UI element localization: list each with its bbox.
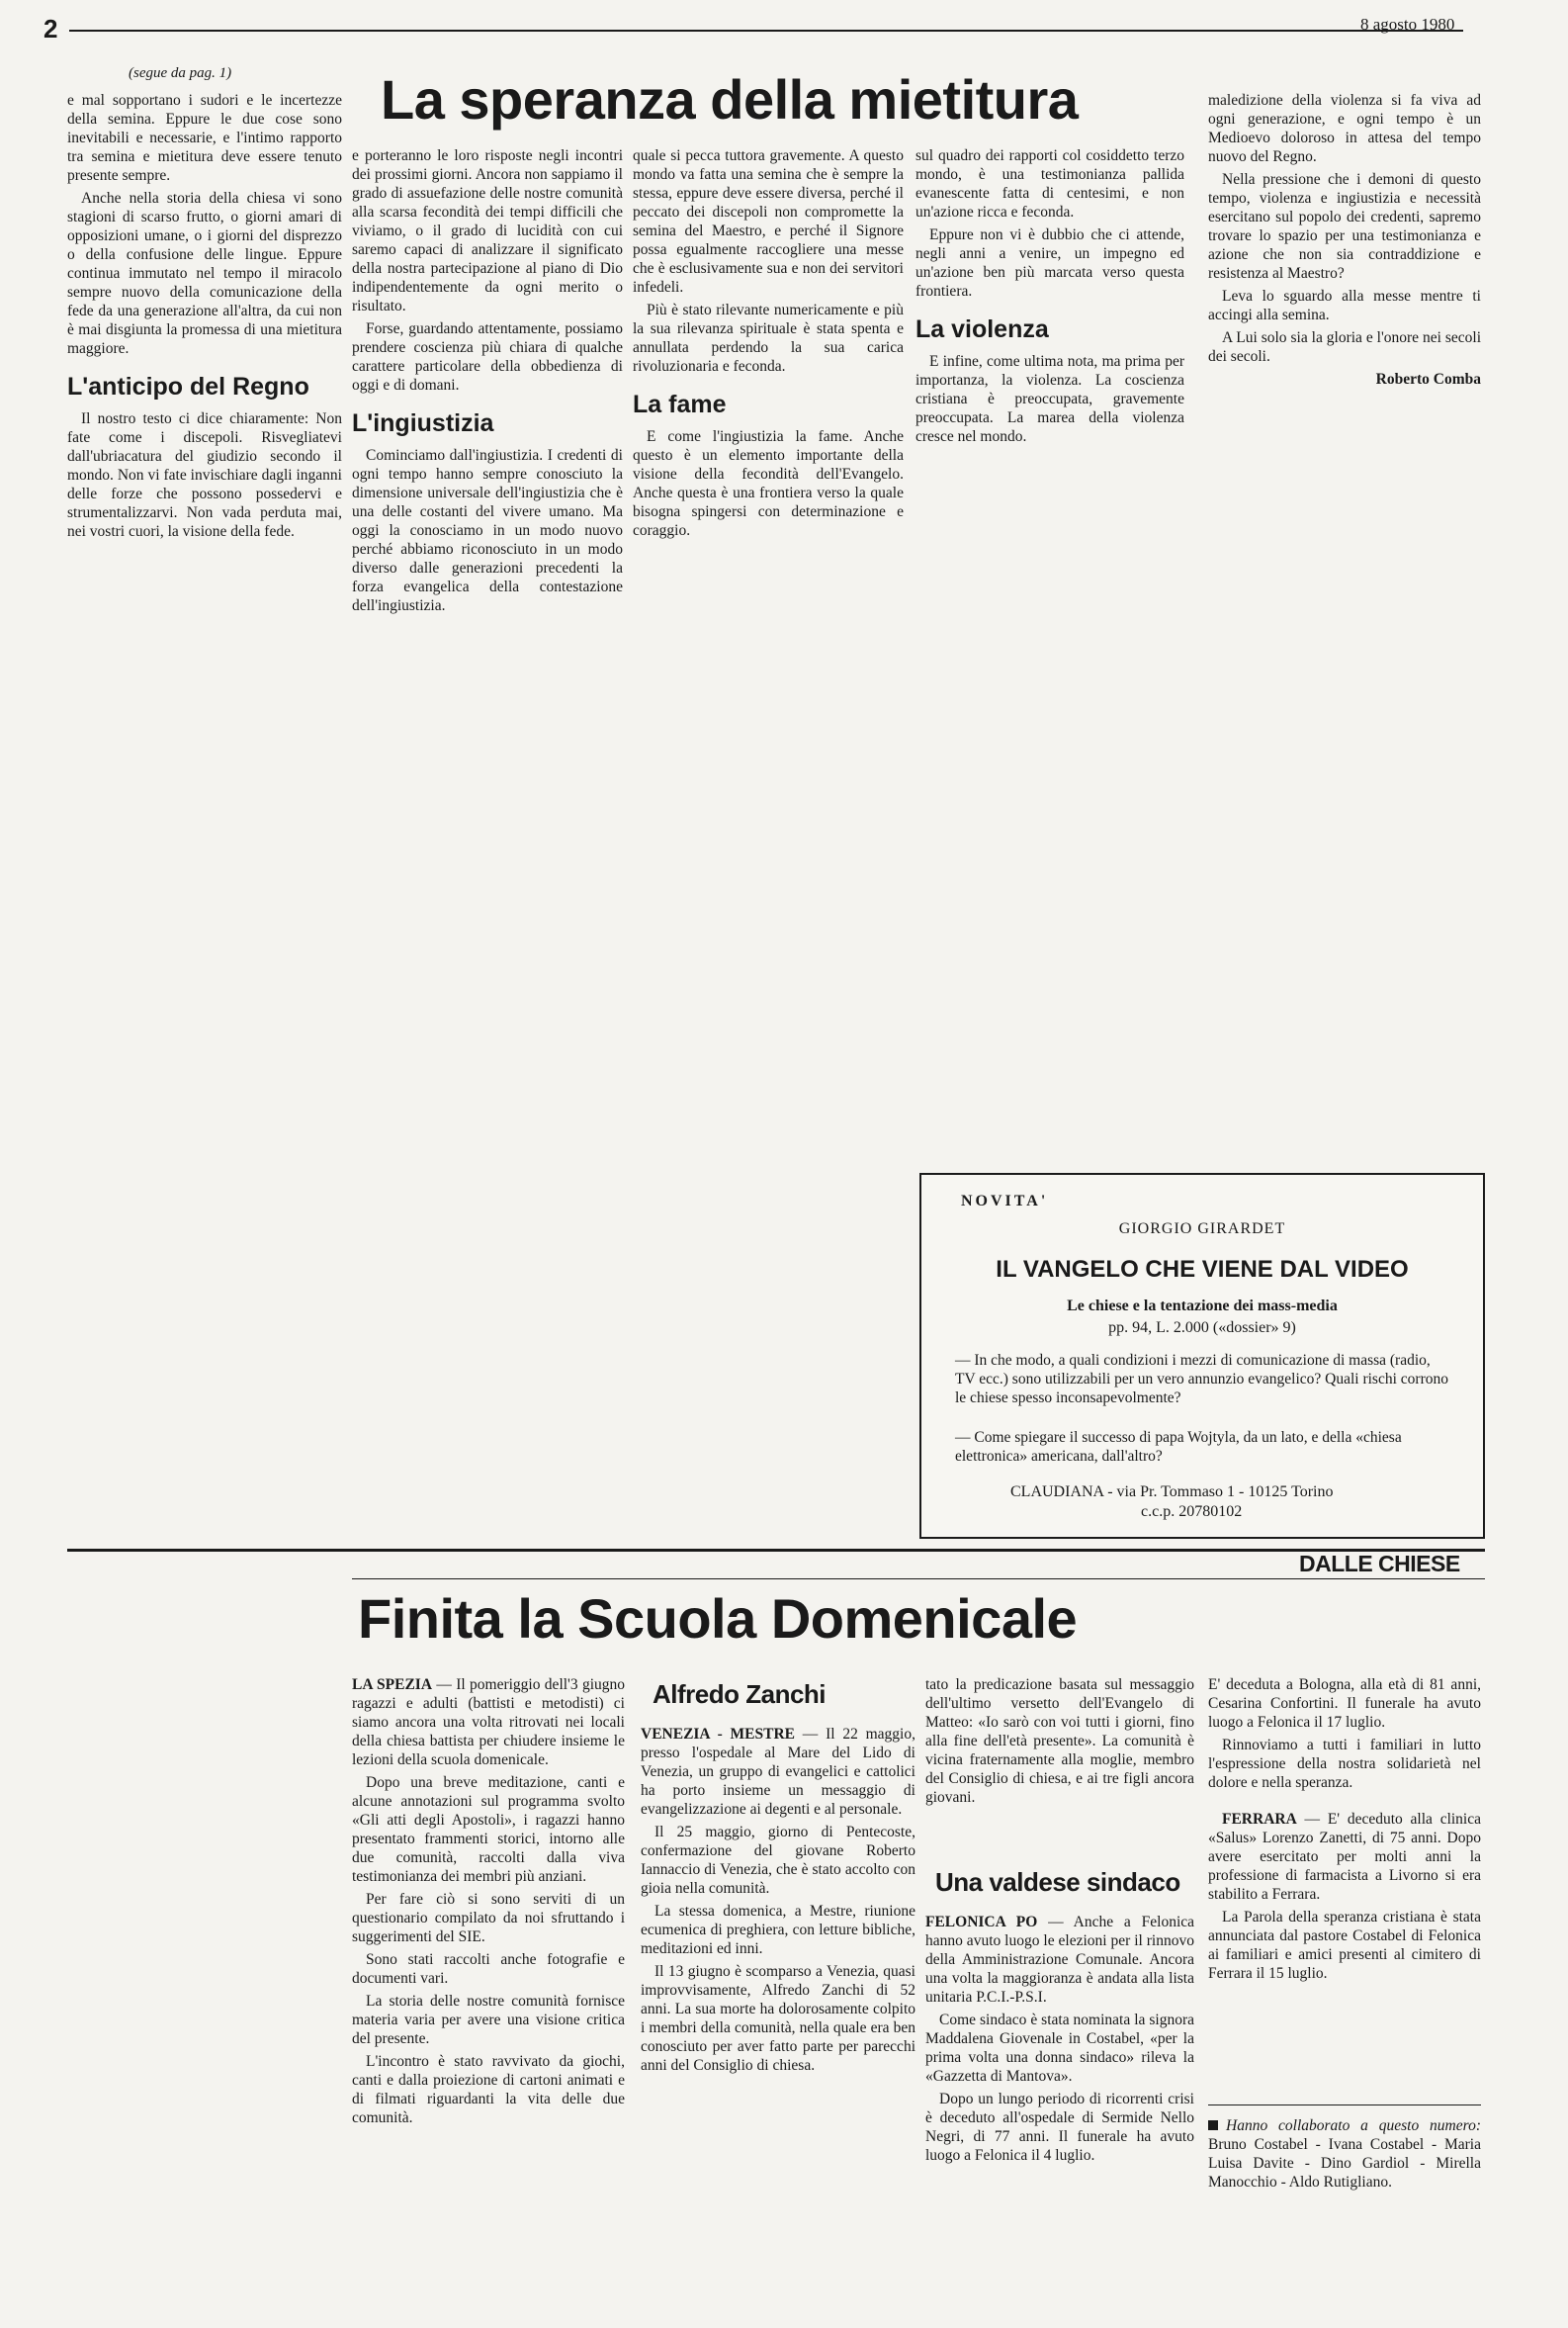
ad-subtitle: Le chiese e la tentazione dei mass-media	[1067, 1298, 1338, 1314]
paragraph: Sono stati raccolti anche fotografie e documenti vari.	[352, 1951, 625, 1987]
article-title: Alfredo Zanchi	[653, 1679, 827, 1709]
ad-author: GIORGIO GIRARDET	[1118, 1220, 1286, 1237]
paragraph	[641, 1725, 915, 1819]
section-label: DALLE CHIESE	[1299, 1551, 1460, 1576]
section-rule-lower	[352, 1578, 1485, 1579]
article-title: Finita la Scuola Domenicale	[358, 1587, 1078, 1650]
article-column-5	[1208, 91, 1481, 1139]
dateline: LA SPEZIA	[352, 1676, 433, 1693]
paragraph-text: — Il pomeriggio dell'3 giugno ragazzi e adulti (battisti e metodisti) ci siamo ancora una volta ritrovati nei locali della chiesa battista per chiudere insieme le lezioni della scuola domenicale.	[352, 1676, 625, 1768]
paragraph: E come l'ingiustizia la fame. Anche questo è un elemento importante della visione della fecondità dell'Evangelo. Anche questa è una frontiera verso la quale bisogna spingersi con determinazione e coraggio.	[633, 428, 904, 539]
paragraph: E infine, come ultima nota, ma prima per importanza, la violenza. La coscienza cristiana è preoccupata, gravemente preoccupata. La marea della violenza cresce nel mondo.	[915, 353, 1184, 445]
article-column	[925, 1913, 1194, 2249]
paragraph: tato la predicazione basata sul messaggio dell'ultimo versetto dell'Evangelo di Matteo: «Io sarò con voi tutti i giorni, fino alla fine dell'età presente». La comunità è vicina fraternamente alla moglie, membro del Consiglio di chiesa, e ai tre figli ancora giovani.	[925, 1676, 1194, 1806]
paragraph: Il 25 maggio, giorno di Pentecoste, confermazione del giovane Roberto Iannaccio di Venezia, che è stato accolto con gioia nella comunità.	[641, 1824, 915, 1897]
section-rule	[67, 1549, 1485, 1552]
header-rule	[69, 30, 1463, 32]
paragraph: La stessa domenica, a Mestre, riunione ecumenica di preghiera, con letture bibliche, meditazioni ed inni.	[641, 1903, 915, 1957]
article-column	[1208, 1675, 1481, 2101]
book-advertisement	[919, 1173, 1485, 1539]
paragraph: A Lui solo sia la gloria e l'onore nei secoli dei secoli.	[1208, 329, 1481, 365]
paragraph: sul quadro dei rapporti col cosiddetto terzo mondo, è una testimonianza pallida evanescente fatta di centesimi, e non un'azione ricca e feconda.	[915, 147, 1184, 221]
dateline: VENEZIA - MESTRE	[641, 1726, 795, 1743]
paragraph: Dopo un lungo periodo di ricorrenti crisi è deceduto all'ospedale di Sermide Nello Negri, di 77 anni. Il funerale ha avuto luogo a Felonica il 4 luglio.	[925, 2091, 1194, 2164]
paragraph	[352, 1675, 625, 1769]
paragraph: E' deceduta a Bologna, alla età di 81 anni, Cesarina Confortini. Il funerale ha avuto luogo a Felonica il 17 luglio.	[1208, 1676, 1481, 1731]
paragraph: Nella pressione che i demoni di questo tempo, violenza e ingiustizia e necessità esercitano sul popolo dei credenti, sapremo trovare lo spazio per una testimonianza e azione che non sia contraddizione e resistenza al Maestro?	[1208, 171, 1481, 282]
article-column	[352, 1675, 625, 2249]
bullet-square	[1208, 2120, 1218, 2130]
page-number: 2	[44, 14, 58, 44]
paragraph: Rinnoviamo a tutti i familiari in lutto l'espressione della nostra solidarietà nel dolore e nella speranza.	[1208, 1737, 1481, 1791]
continuation-note: (segue da pag. 1)	[129, 65, 232, 81]
article-column-4	[915, 146, 1184, 1135]
ad-bullet: — Come spiegare il successo di papa Wojtyla, da un lato, e della «chiesa elettronica» americana, dall'altro?	[955, 1429, 1402, 1465]
paragraph: e porteranno le loro risposte negli incontri dei prossimi giorni. Ancora non sappiamo il grado di assuefazione delle nostre comunità alla scarsa fecondità dei tempi difficili che viviamo, o il grado di lucidità con cui saremo capaci di analizzare il significato della nostra partecipazione al piano di Dio indipendentemente da ogni merito o risultato.	[352, 147, 623, 314]
paragraph-text: — Il 22 maggio, presso l'ospedale al Mare del Lido di Venezia, un gruppo di evangelici e cattolici ha porto insieme un messaggio di evangelizzazione ai degenti e al personale.	[641, 1726, 915, 1818]
paragraph: Più è stato rilevante numericamente e più la sua rilevanza spirituale è stata spenta e annullata perdendo la sua carica rivoluzionaria e feconda.	[633, 302, 904, 375]
paragraph: Il 13 giugno è scomparso a Venezia, quasi improvvisamente, Alfredo Zanchi di 52 anni. La sua morte ha dolorosamente colpito i membri della comunità, nella quale era ben conosciuto per aver fatto parte per parecchi anni del Consiglio di chiesa.	[641, 1963, 915, 2074]
paragraph: Il nostro testo ci dice chiaramente: Non fate come i discepoli. Risvegliatevi dall'ubriacatura del giudizio secondo il mondo. Non vi fate invischiare dagli inganni delle forze che possono possedervi e strumentalizzarvi. Non vada perduta mai, nei vostri cuori, la visione della fede.	[67, 410, 342, 540]
article-column	[641, 1725, 915, 2249]
divider	[1208, 2104, 1481, 2105]
paragraph-text: — E' deceduto alla clinica «Salus» Lorenzo Zanetti, di 75 anni. Dopo avere esercitato per molti anni la professione di farmacista a Livorno si era stabilito a Ferrara.	[1208, 1811, 1481, 1903]
paragraph	[1208, 1810, 1481, 1904]
article-title: La speranza della mietitura	[381, 68, 1079, 131]
paragraph: e mal sopportano i sudori e le incertezze della semina. Eppure le due cose sono inevitabili e necessarie, e l'intimo rapporto tra semina e mietitura deve essere tenuto presente sempre.	[67, 92, 342, 184]
collab-names: Bruno Costabel - Ivana Costabel - Maria Luisa Davite - Dino Gardiol - Mirella Manocchio - Aldo Rutigliano.	[1208, 2136, 1481, 2191]
paragraph: Forse, guardando attentamente, possiamo prendere coscienza più chiara di qualche carattere particolare della obbedienza di oggi e di domani.	[352, 320, 623, 394]
issue-date: 8 agosto 1980	[1360, 15, 1455, 34]
paragraph	[1208, 2116, 1481, 2192]
article-column	[925, 1675, 1194, 1853]
collaborators-note	[1208, 2116, 1481, 2245]
paragraph: Leva lo sguardo alla messe mentre ti accingi alla semina.	[1208, 288, 1481, 323]
dateline: FERRARA	[1222, 1811, 1297, 1828]
paragraph: Cominciamo dall'ingiustizia. I credenti di ogni tempo hanno sempre conosciuto la dimensione universale dell'ingiustizia che è una delle costanti del vivere umano. Ma oggi la conosciamo in un modo nuovo perché abbiamo riconosciuto in un modo diverso dalle generazioni precedenti la forza evangelica della contestazione dell'ingiustizia.	[352, 447, 623, 614]
dateline: FELONICA PO	[925, 1914, 1038, 1930]
ad-bullet: — In che modo, a quali condizioni i mezzi di comunicazione di massa (radio, TV ecc.) sono utilizzabili per un vero annunzio evangelico? Quali rischi corrono le chiese spesso inconsapevolmente?	[955, 1352, 1448, 1406]
paragraph: Come sindaco è stata nominata la signora Maddalena Giovenale in Costabel, «per la prima volta una donna sindaco» rileva la «Gazzetta di Mantova».	[925, 2012, 1194, 2085]
paragraph: L'incontro è stato ravvivato da giochi, canti e dalla proiezione di cartoni animati e di filmati riguardanti la vita delle due comunità.	[352, 2053, 625, 2126]
article-title: Una valdese sindaco	[935, 1867, 1180, 1897]
article-column-1	[67, 91, 342, 1317]
collab-label: Hanno collaborato a questo numero:	[1226, 2117, 1481, 2134]
paragraph: maledizione della violenza si fa viva ad ogni generazione, e ogni tempo è un Medioevo doloroso in attesa del tempo nuovo del Regno.	[1208, 92, 1481, 165]
subheading: La fame	[633, 391, 727, 418]
ad-label: NOVITA'	[961, 1193, 1049, 1209]
paragraph: La storia delle nostre comunità fornisce materia varia per avere una visione critica del presente.	[352, 1993, 625, 2047]
subheading: La violenza	[915, 315, 1049, 343]
paragraph: Eppure non vi è dubbio che ci attende, negli anni a venire, un impegno ed un'azione ben più marcata verso questa frontiera.	[915, 226, 1184, 300]
ad-account: c.c.p. 20780102	[1141, 1503, 1243, 1520]
paragraph-text: — Anche a Felonica hanno avuto luogo le elezioni per il rinnovo della Amministrazione Comunale. Ancora una volta la maggioranza è andata alla lista unitaria P.C.I.-P.S.I.	[925, 1914, 1194, 2006]
subheading: L'anticipo del Regno	[67, 373, 309, 401]
paragraph: La Parola della speranza cristiana è stata annunciata dal pastore Costabel di Felonica ai familiari e amici presenti al cimitero di Ferrara il 15 luglio.	[1208, 1909, 1481, 1982]
subheading: L'ingiustizia	[352, 409, 494, 437]
paragraph: quale si pecca tuttora gravemente. A questo mondo va fatta una semina che è sempre la stessa, eppure deve essere diversa, perché il peccato dei discepoli non compromette la semina del Maestro, e perché il Signore possa egualmente raccogliere una messe che è esclusivamente sua e non dei servitori infedeli.	[633, 147, 904, 296]
ad-publisher: CLAUDIANA - via Pr. Tommaso 1 - 10125 Torino	[1010, 1483, 1334, 1500]
paragraph	[925, 1913, 1194, 2007]
author-signature: Roberto Comba	[1375, 371, 1481, 388]
ad-title: IL VANGELO CHE VIENE DAL VIDEO	[996, 1256, 1409, 1283]
paragraph: Per fare ciò si sono serviti di un questionario compilato da noi sfruttando i suggerimenti del SIE.	[352, 1891, 625, 1945]
ad-details: pp. 94, L. 2.000 («dossier» 9)	[1108, 1319, 1296, 1336]
paragraph: Dopo una breve meditazione, canti e alcune annotazioni sul programma svolto «Gli atti degli Apostoli», i ragazzi hanno presentato frammenti storici, intorno alle due comunità, raccolti dalla viva testimonianza dei membri più anziani.	[352, 1774, 625, 1885]
paragraph: Anche nella storia della chiesa vi sono stagioni di scarso frutto, o giorni amari di opposizioni umane, o i giorni del disprezzo o della confusione delle lingue. Eppure continua immutato nel tempo il miracolo sempre nuovo della comunicazione della fede da una generazione all'altra, da cui non è mai disgiunta la promessa di una mietitura maggiore.	[67, 190, 342, 357]
article-column-3	[633, 146, 904, 1244]
article-column-2	[352, 146, 623, 1244]
